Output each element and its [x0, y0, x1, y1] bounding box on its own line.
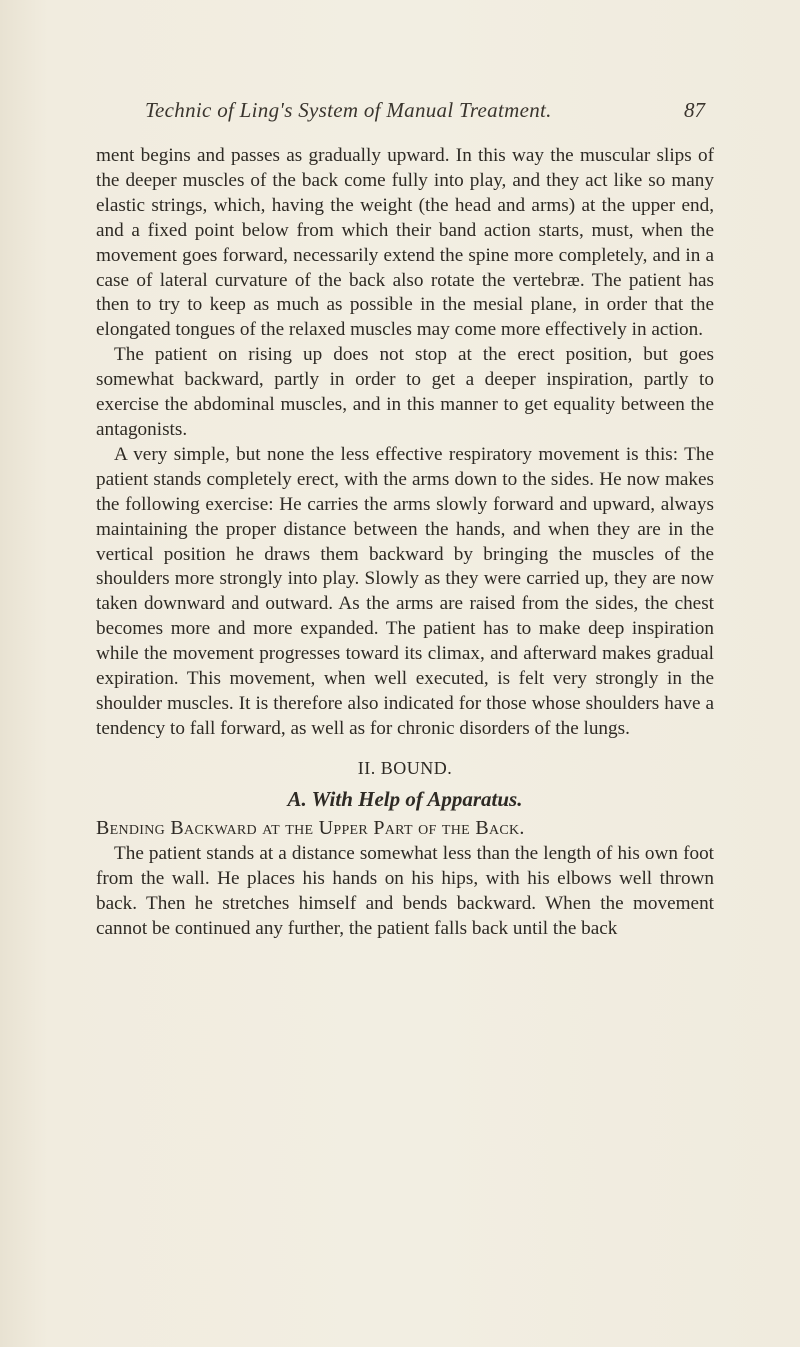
page-number: 87 [684, 98, 705, 122]
paragraph: The patient stands at a distance somewhat less than the length of his own foot from the wall. He places his hands on his hips, with his elbows well thrown back. Then he stretches himself and bends backward. When the movement cannot be continued any further, the patient falls back until the back [96, 843, 714, 940]
running-head: Technic of Ling's System of Manual Treatment. [145, 98, 552, 122]
section-heading: II. BOUND. [357, 757, 453, 778]
paragraph: A very simple, but none the less effective respiratory movement is this: The patient stands completely erect, with the arms down to the sides. He now makes the following exercise: He carries the arms slowly forward and upward, always maintaining the proper distance between the hands, and when they are in the vertical position he draws them backward by bringing the muscles of the shoulders more strongly into play. Slowly as they were carried up, they are now taken downward and outward. As the arms are raised from the sides, the chest becomes more and more expanded. The patient has to make deep inspiration while the movement progresses toward its climax, and afterward makes gradual expiration. This movement, when well executed, is felt very strongly in the shoulder muscles. It is therefore also indicated for those whose shoulders have a tendency to fall forward, as well as for chronic disorders of the lungs. [96, 443, 714, 739]
subsection-heading: A. With Help of Apparatus. [287, 786, 523, 811]
page-body [96, 144, 714, 942]
paragraph: The patient on rising up does not stop at the erect position, but goes somewhat backward, partly in order to get a deeper inspiration, partly to exercise the abdominal muscles, and in this manner to get equality between the antagonists. [96, 344, 714, 440]
paragraph: ment begins and passes as gradually upward. In this way the muscular slips of the deeper muscles of the back come fully into play, and they act like so many elastic strings, which, having the weight (the head and arms) at the upper end, and a fixed point below from which their band action starts, must, when the movement goes forward, necessarily extend the spine more completely, and in a case of lateral curvature of the back also rotate the vertebræ. The patient has then to try to keep as much as possible in the mesial plane, in order that the elongated tongues of the relaxed muscles may come more effectively in action. [96, 145, 714, 341]
exercise-heading: Bending Backward at the Upper Part of the Back. [96, 816, 525, 839]
page-header [145, 98, 705, 128]
